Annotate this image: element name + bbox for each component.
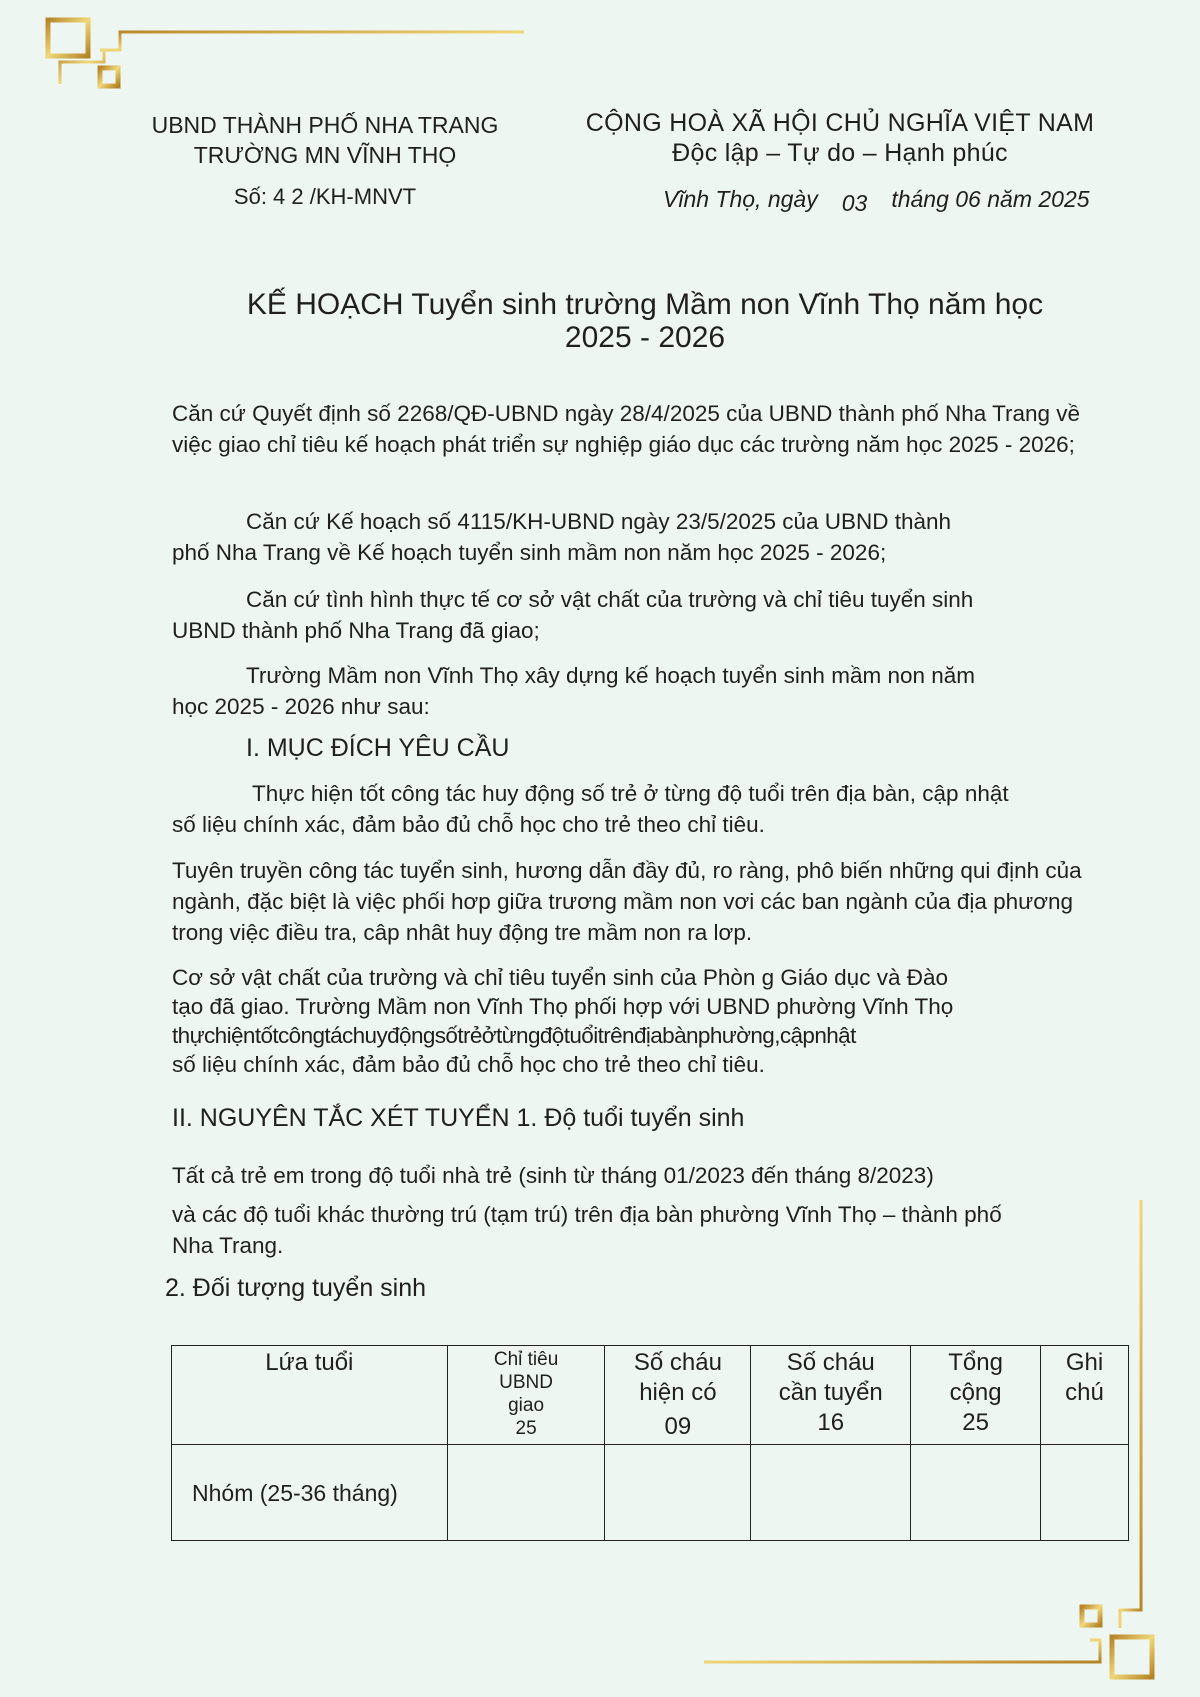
document-date [663, 186, 1090, 216]
national-motto [560, 108, 1120, 168]
title-line-1: KẾ HOẠCH Tuyển sinh trường Mầm non Vĩnh Thọ năm học [246, 288, 1044, 321]
total-label-1: Tổng [948, 1349, 1003, 1376]
row-cell-total [911, 1445, 1041, 1541]
quota-value: 25 [515, 1418, 537, 1439]
needed-label-1: Số cháu [786, 1349, 875, 1376]
document-number: Số: 4 2 /KH-MNVT [233, 184, 417, 209]
quota-label-1: Chỉ tiêu [493, 1349, 559, 1370]
title-line-2: 2025 - 2026 [564, 321, 726, 354]
p4-line-2: học 2025 - 2026 như sau: [172, 694, 430, 719]
date-day: 03 [841, 190, 868, 216]
table-header-row [172, 1346, 1129, 1445]
header-quota [447, 1346, 605, 1445]
paragraph-purpose-1 [172, 778, 1152, 840]
paragraph-plan-basis [172, 506, 1152, 568]
nation-line-2: Độc lập – Tự do – Hạnh phúc [672, 139, 1008, 167]
needed-value: 16 [817, 1409, 845, 1436]
p7-line-3: thựchiệntốtcôngtáchuyđộngsốtrẻởtừngđộtuổitrênđịabànphường,cậpnhật [172, 1023, 856, 1048]
paragraph-decision-basis [172, 398, 1152, 460]
p7-line-2: tạo đã giao. Trường Mầm non Vĩnh Thọ phối hợp với UBND phường Vĩnh Thọ [172, 994, 954, 1019]
p3-line-1: Căn cứ tình hình thực tế cơ sở vật chất của trường và chỉ tiêu tuyển sinh [246, 587, 974, 612]
org-line-2: TRƯỜNG MN VĨNH THỌ [193, 142, 457, 168]
row-cell-current [605, 1445, 751, 1541]
date-prefix: Vĩnh Thọ, ngày [663, 186, 818, 212]
p1-line-2: việc giao chỉ tiêu kế hoạch phát triển sự nghiệp giáo dục các trường năm học 2025 - 2026; [172, 432, 1075, 457]
row-cell-notes [1041, 1445, 1129, 1541]
p6-line-3: trong việc điều tra, câp nhât huy động tre mầm non ra lơp. [172, 920, 753, 945]
date-suffix: tháng 06 năm 2025 [891, 186, 1090, 212]
p6-line-1: Tuyên truyền công tác tuyển sinh, hương dẫn đầy đủ, ro ràng, phô biến những qui định của [172, 858, 1082, 883]
header-age-group [172, 1346, 448, 1445]
table-row [172, 1445, 1129, 1541]
row-cell-needed [751, 1445, 911, 1541]
p7-line-1: Cơ sở vật chất của trường và chỉ tiêu tuyển sinh của Phòn g Giáo dục và Đào [172, 965, 948, 990]
p8-line-1: Tất cả trẻ em trong độ tuổi nhà trẻ (sinh từ tháng 01/2023 đến tháng 8/2023) [172, 1163, 934, 1188]
quota-label-2: UBND [499, 1372, 553, 1393]
header-needed [751, 1346, 911, 1445]
issuing-organization [150, 110, 500, 212]
p3-line-2: UBND thành phố Nha Trang đã giao; [172, 618, 540, 643]
p5-line-1: Thực hiện tốt công tác huy động số trẻ ở từng độ tuổi trên địa bàn, cập nhật [252, 781, 1009, 806]
p8-line-2: và các độ tuổi khác thường trú (tạm trú) trên địa bàn phường Vĩnh Thọ – thành phố [172, 1202, 1002, 1227]
current-value: 09 [664, 1413, 692, 1440]
current-label-1: Số cháu [633, 1349, 722, 1376]
org-line-1: UBND THÀNH PHỐ NHA TRANG [151, 112, 499, 138]
total-label-2: cộng [949, 1379, 1002, 1406]
document-title [150, 288, 1140, 354]
p6-line-2: ngành, đặc biệt là việc phối hơp giữa trương mầm non vơi các ban ngành của địa phương [172, 889, 1073, 914]
row-age-group: Nhóm (25-36 tháng) [172, 1445, 448, 1541]
notes-label-2: chú [1065, 1379, 1104, 1406]
p2-line-1: Căn cứ Kế hoạch số 4115/KH-UBND ngày 23/5/2025 của UBND thành [246, 509, 952, 534]
nation-line-1: CỘNG HOÀ XÃ HỘI CHỦ NGHĨA VIỆT NAM [585, 109, 1095, 137]
p8-line-3: Nha Trang. [172, 1233, 284, 1258]
quota-label-3: giao [508, 1395, 545, 1416]
paragraph-purpose-2 [172, 855, 1152, 948]
p7-line-4: số liệu chính xác, đảm bảo đủ chỗ học cho trẻ theo chỉ tiêu. [172, 1052, 765, 1077]
paragraph-school-plan [172, 660, 1152, 722]
p2-line-2: phố Nha Trang về Kế hoạch tuyển sinh mầm non năm học 2025 - 2026; [172, 540, 887, 565]
paragraph-facility-basis [172, 584, 1152, 646]
section-heading-purpose: I. MỤC ĐÍCH YÊU CẦU [246, 734, 510, 762]
needed-label-2: cần tuyển [778, 1379, 883, 1406]
paragraph-age-range [172, 1160, 1152, 1261]
header-age-group-label: Lứa tuổi [265, 1349, 354, 1376]
notes-label-1: Ghi [1065, 1349, 1104, 1376]
current-label-2: hiện có [639, 1379, 717, 1406]
p4-line-1: Trường Mầm non Vĩnh Thọ xây dựng kế hoạch tuyển sinh mầm non năm [246, 663, 976, 688]
p1-line-1: Căn cứ Quyết định số 2268/QĐ-UBND ngày 28/4/2025 của UBND thành phố Nha Trang về [172, 401, 1081, 426]
section-heading-target: 2. Đối tượng tuyển sinh [165, 1274, 427, 1302]
header-notes [1041, 1346, 1129, 1445]
row-cell-quota [447, 1445, 605, 1541]
paragraph-purpose-3 [172, 963, 1152, 1079]
section-heading-principles: II. NGUYÊN TẮC XÉT TUYỂN 1. Độ tuổi tuyển sinh [172, 1104, 745, 1132]
total-value: 25 [962, 1409, 989, 1436]
header-total [911, 1346, 1041, 1445]
p5-line-2: số liệu chính xác, đảm bảo đủ chỗ học cho trẻ theo chỉ tiêu. [172, 812, 765, 837]
header-current [605, 1346, 751, 1445]
enrollment-table [171, 1345, 1129, 1541]
